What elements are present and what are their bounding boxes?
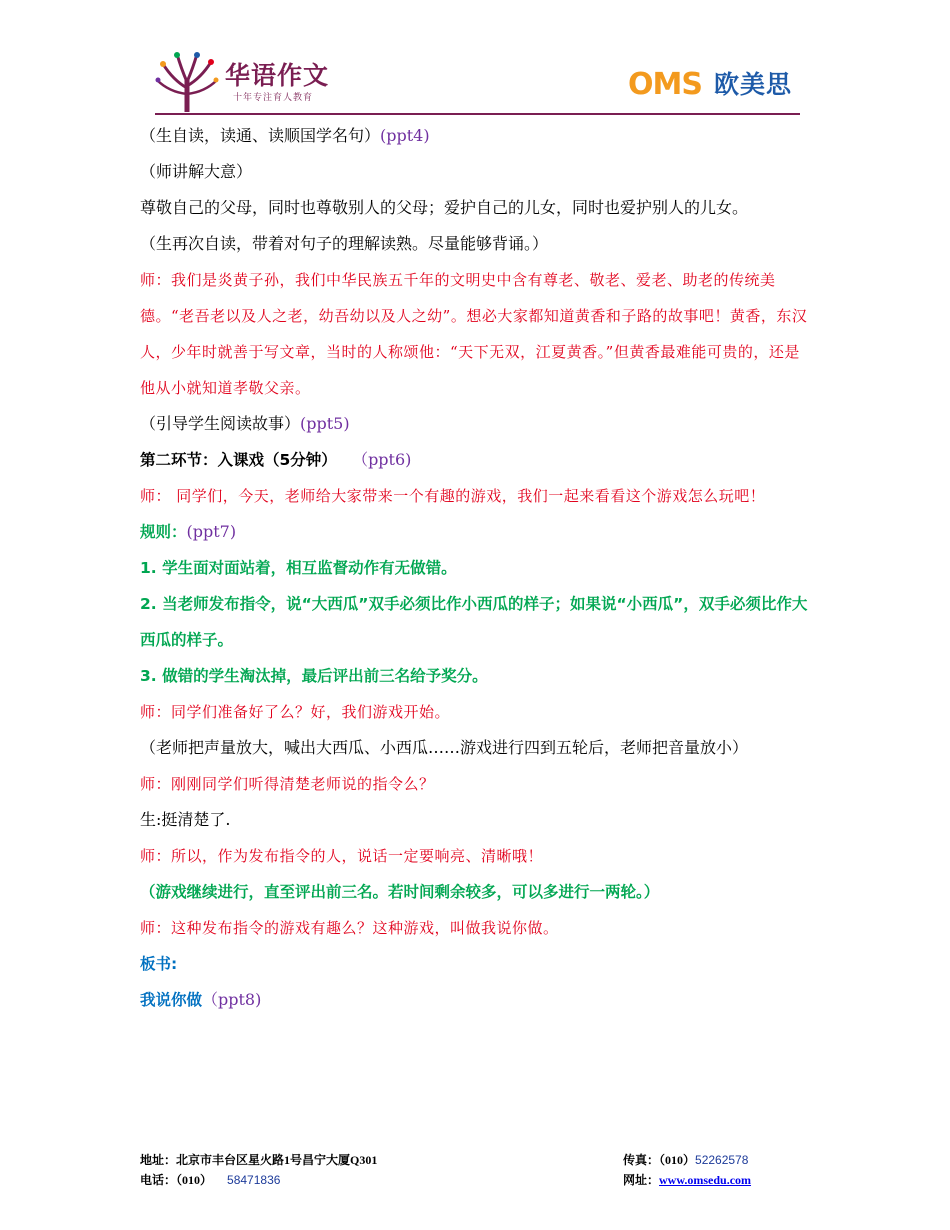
paragraph: [140, 118, 815, 154]
fax-number: 52262578: [695, 1153, 749, 1167]
teacher-speech: 师：这种发布指令的游戏有趣么？这种游戏，叫做我说你做。: [140, 919, 559, 937]
footer-phone: [140, 1170, 280, 1190]
board-text: 我说你做: [140, 991, 203, 1009]
phone-number: 58471836: [227, 1173, 281, 1187]
teacher-speech: 师：所以，作为发布指令的人，说话一定要响亮、清晰哦！: [140, 847, 544, 865]
teacher-speech: 师： 同学们，今天，老师给大家带来一个有趣的游戏，我们一起来看看这个游戏怎么玩吧！: [140, 487, 766, 505]
student-reply: 生:挺清楚了.: [140, 810, 231, 829]
website-label: 网址：: [623, 1173, 660, 1187]
teacher-speech: 师：同学们准备好了么？好，我们游戏开始。: [140, 703, 451, 721]
rules-heading: [140, 514, 815, 550]
footer-website: [623, 1170, 751, 1190]
text: （引导学生阅读故事）: [140, 414, 301, 433]
paragraph: [140, 406, 815, 442]
partner-logo: [628, 68, 800, 104]
text: （生自读，读通、读顺国学名句）: [140, 126, 381, 145]
paragraph: （老师把声量放大，喊出大西瓜、小西瓜……游戏进行四到五轮后，老师把音量放小）: [140, 738, 749, 757]
section-heading: [140, 442, 815, 478]
rule-item: 2. 当老师发布指令，说“大西瓜”双手必须比作小西瓜的样子；如果说“小西瓜”，双手必须比作大西瓜的样子。: [140, 595, 808, 649]
board-heading: 板书:: [140, 955, 178, 973]
rules-label: 规则：: [140, 523, 187, 541]
paragraph: （师讲解大意）: [140, 162, 253, 181]
partner-logo-cn: 欧美思: [714, 70, 793, 99]
page-footer: [140, 1150, 800, 1190]
partner-logo-latin: OMS: [628, 67, 702, 102]
page-header: [140, 46, 800, 118]
footer-address: 地址：北京市丰台区星火路1号昌宁大厦Q301: [140, 1153, 378, 1167]
heading-text: 第二环节：入课戏（5分钟）: [140, 451, 337, 469]
paragraph: （生再次自读，带着对句子的理解读熟。尽量能够背诵。）: [140, 234, 549, 253]
brand-title: 华语作文: [225, 61, 330, 90]
ppt-ref: (ppt5): [300, 414, 350, 433]
footer-fax: [623, 1150, 748, 1170]
brand-slogan: 十年专注育人教育: [233, 93, 314, 103]
ppt-ref: （ppt6): [352, 450, 412, 469]
ppt-ref: (ppt4): [380, 126, 430, 145]
teacher-speech: 师：刚刚同学们听得清楚老师说的指令么？: [140, 775, 435, 793]
teacher-speech: 师：我们是炎黄子孙，我们中华民族五千年的文明史中含有尊老、敬老、爱老、助老的传统美德。“老吾老以及人之老，幼吾幼以及人之幼”。想必大家都知道黄香和子路的故事吧！黄香，东汉人，少年时就善于写文章，当时的人称颂他：“天下无双，江夏黄香。”但黄香最难能可贵的，还是他从小就知道孝敬父亲。: [140, 271, 808, 397]
phone-label: 电话：: [140, 1173, 177, 1187]
header-divider: [155, 113, 800, 115]
brand-logo: [155, 50, 355, 114]
paragraph: 尊敬自己的父母，同时也尊敬别人的父母；爱护自己的儿女，同时也爱护别人的儿女。: [140, 198, 749, 217]
document-body: [140, 118, 815, 1018]
rule-item: 3. 做错的学生淘汰掉，最后评出前三名给予奖分。: [140, 667, 488, 685]
paragraph: （游戏继续进行，直至评出前三名。若时间剩余较多，可以多进行一两轮。）: [140, 883, 660, 901]
board-title: [140, 982, 815, 1018]
website-link[interactable]: www.omsedu.com: [659, 1173, 752, 1187]
ppt-ref: (ppt7): [186, 522, 237, 541]
rule-item: 1. 学生面对面站着，相互监督动作有无做错。: [140, 559, 457, 577]
phone-area: （010）: [176, 1173, 213, 1187]
tree-logo-icon: [155, 50, 219, 114]
ppt-ref: （ppt8): [202, 990, 262, 1009]
fax-label: 传真：（010）: [623, 1153, 696, 1167]
